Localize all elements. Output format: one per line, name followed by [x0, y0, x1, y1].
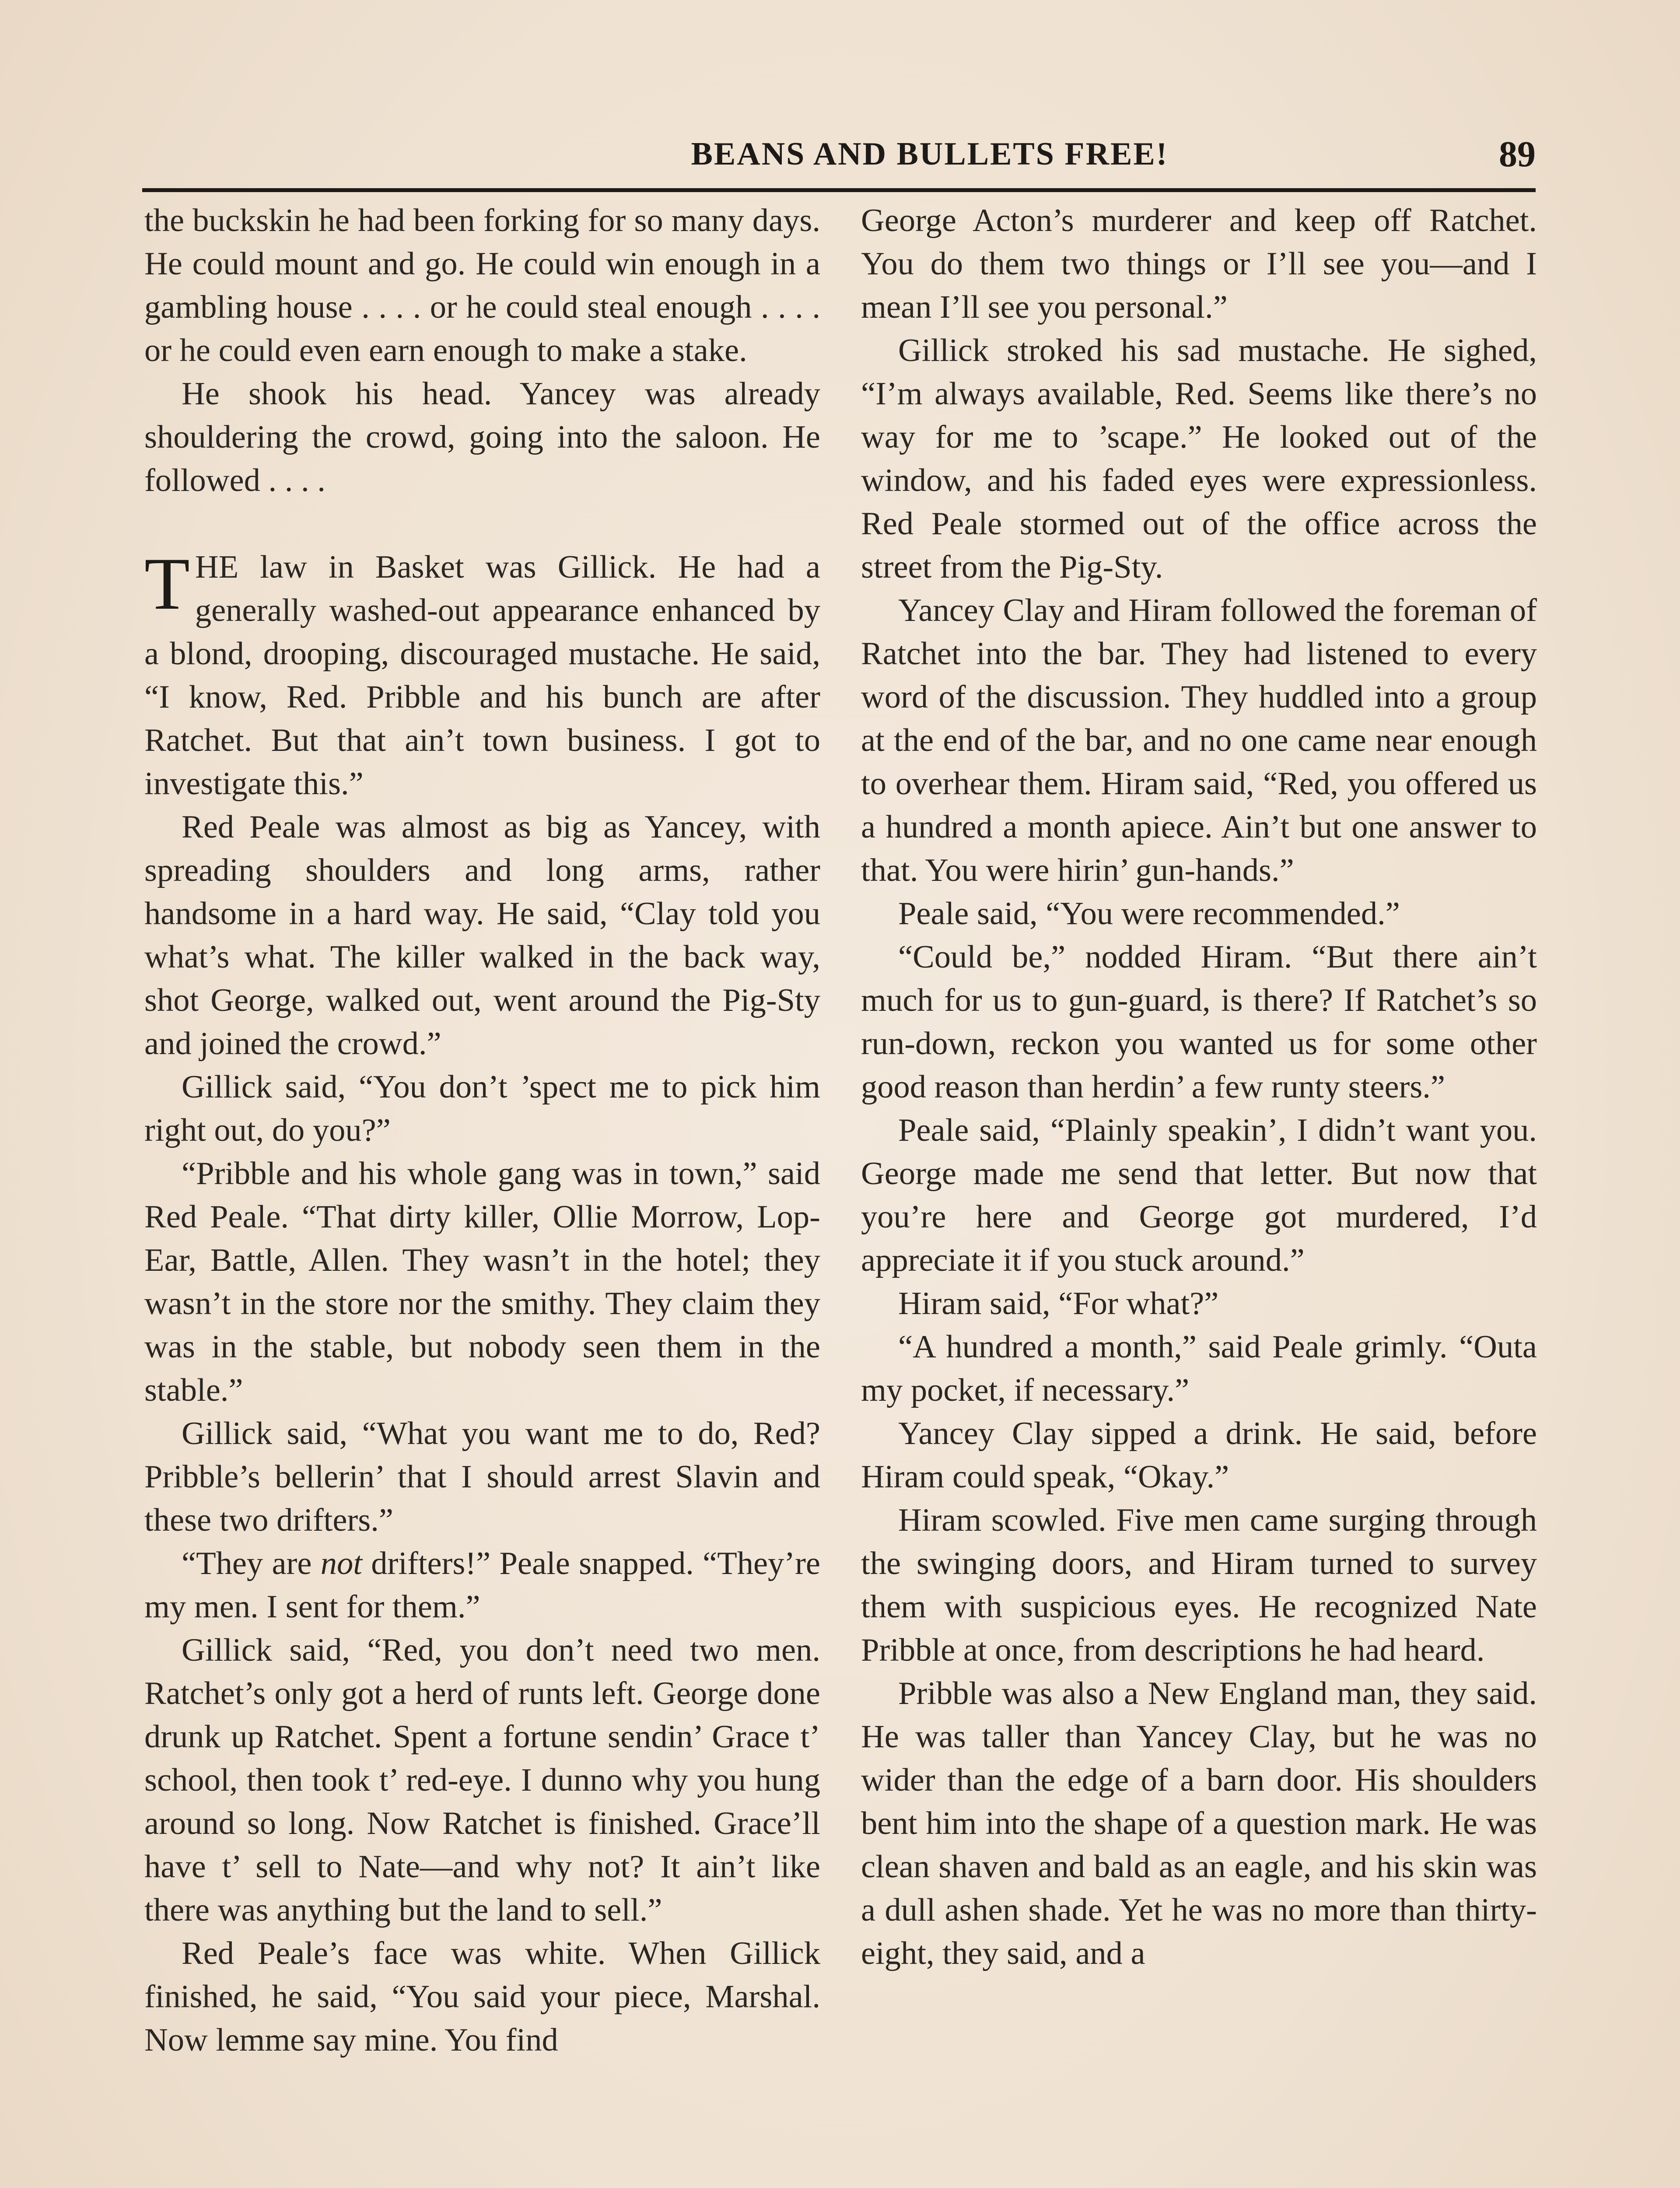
- paragraph: Gillick said, “You don’t ’spect me to pick him right out, do you?”: [144, 1069, 820, 1148]
- section-start-paragraph: [144, 543, 820, 806]
- paragraph: [144, 1542, 820, 1629]
- dialogue-text: drifters!” Peale snapped. “They’re my men. I sent for them.”: [144, 1546, 820, 1625]
- right-column: [861, 199, 1537, 1975]
- left-column: [144, 199, 820, 2062]
- story-title: BEANS AND BULLETS FREE!: [691, 136, 1169, 172]
- page-number: 89: [1499, 134, 1536, 175]
- paragraph: Peale said, “Plainly speakin’, I didn’t want you. George made me send that letter. But now that you’re here and George got murdered, I’d appreciate it if you stuck around.”: [861, 1112, 1537, 1278]
- paragraph: Hiram scowled. Five men came surging through the swinging doors, and Hiram turned to survey them with suspicious eyes. He recognized Nate Pribble at once, from descriptions he had heard.: [861, 1502, 1537, 1668]
- paragraph: Yancey Clay sipped a drink. He said, before Hiram could speak, “Okay.”: [861, 1416, 1537, 1495]
- paragraph: “Pribble and his whole gang was in town,” said Red Peale. “That dirty killer, Ollie Morrow, Lop-Ear, Battle, Allen. They wasn’t in the hotel; they wasn’t in the store nor the smithy. They claim they was in the stable, but nobody seen them in the stable.”: [144, 1156, 820, 1408]
- paragraph: “A hundred a month,” said Peale grimly. “Outa my pocket, if necessary.”: [861, 1329, 1537, 1408]
- paragraph: Gillick stroked his sad mustache. He sighed, “I’m always available, Red. Seems like there’s no way for me to ’scape.” He looked out of the window, and his faded eyes were expressionless. Red Peale stormed out of the office across the street from the Pig-Sty.: [861, 333, 1537, 585]
- paragraph: Peale said, “You were recommended.”: [898, 896, 1400, 932]
- paragraph: Yancey Clay and Hiram followed the foreman of Ratchet into the bar. They had listened to every word of the discussion. They huddled into a group at the end of the bar, and no one came near enough to overhear them. Hiram said, “Red, you offered us a hundred a month apiece. Ain’t but one answer to that. You were hirin’ gun-hands.”: [861, 593, 1537, 888]
- paragraph: Red Peale was almost as big as Yancey, with spreading shoulders and long arms, rather handsome in a hard way. He said, “Clay told you what’s what. The killer walked in the back way, shot George, walked out, went around the Pig-Sty and joined the crowd.”: [144, 809, 820, 1062]
- paragraph: He shook his head. Yancey was already shouldering the crowd, going into the saloon. He followed . . . .: [144, 376, 820, 498]
- paragraph: “Could be,” nodded Hiram. “But there ain’t much for us to gun-guard, is there? If Ratchet’s so run-down, reckon you wanted us for some other good reason than herdin’ a few runty steers.”: [861, 939, 1537, 1105]
- dialogue-text: “They are: [182, 1546, 321, 1581]
- paragraph: Gillick said, “What you want me to do, Red? Pribble’s bellerin’ that I should arrest Slavin and these two drifters.”: [144, 1416, 820, 1538]
- paragraph: Red Peale’s face was white. When Gillick finished, he said, “You said your piece, Marshal. Now lemme say mine. You find: [144, 1936, 820, 2058]
- emphasis-text: not: [320, 1546, 362, 1581]
- running-header: [142, 131, 1536, 192]
- paragraph: Pribble was also a New England man, they said. He was taller than Yancey Clay, but he was no wider than the edge of a barn door. His shoulders bent him into the shape of a question mark. He was clean shaven and bald as an eagle, and his skin was a dull ashen shade. Yet he was no more than thirty-eight, they said, and a: [861, 1676, 1537, 1971]
- drop-cap: T: [144, 543, 190, 625]
- section-text: HE law in Basket was Gillick. He had a generally washed-out appearance enhanced by a blond, drooping, discouraged mustache. He said, “I know, Red. Pribble and his bunch are after Ratchet. But that ain’t town business. I got to investigate this.”: [144, 549, 820, 802]
- paragraph: the buckskin he had been forking for so many days. He could mount and go. He could win enough in a gambling house . . . . or he could steal enough . . . . or he could even earn enough to make a stake.: [144, 203, 820, 368]
- paragraph: Hiram said, “For what?”: [898, 1286, 1219, 1322]
- paragraph: Gillick said, “Red, you don’t need two men. Ratchet’s only got a herd of runts left. George done drunk up Ratchet. Spent a fortune sendin’ Grace t’ school, then took t’ red-eye. I dunno why you hung around so long. Now Ratchet is finished. Grace’ll have t’ sell to Nate—and why not? It ain’t like there was anything but the land to sell.”: [144, 1632, 820, 1928]
- paragraph: George Acton’s murderer and keep off Ratchet. You do them two things or I’ll see you—and I mean I’ll see you personal.”: [861, 203, 1537, 325]
